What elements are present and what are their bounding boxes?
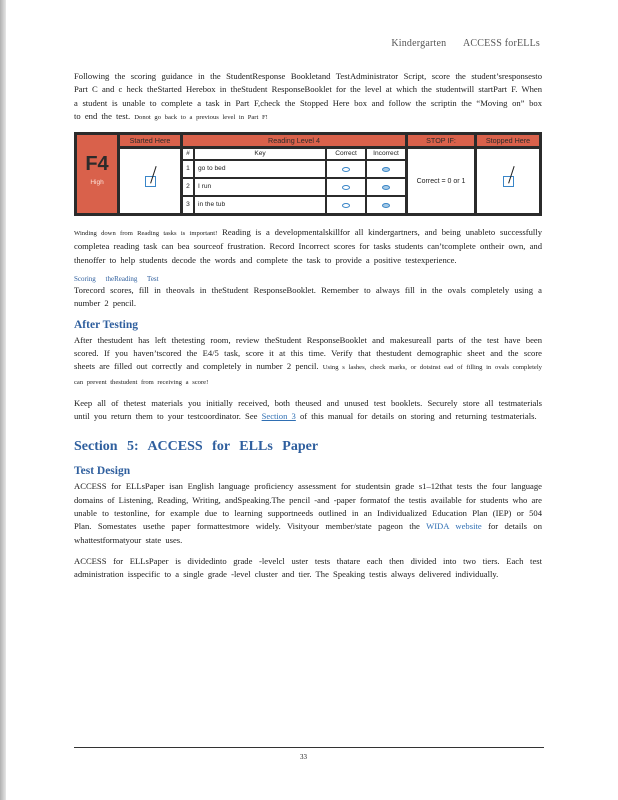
test-design-text: ACCESS for ELLsPaper isan English language proficiency assessment for studentsin grade s1–12that tests the four language domains of Listening, Reading, Writing, andSpeaking.The pencil -and -paper formatof the testis available for students who are unable to testonline, for example due to learning supportneeds outlined in an Individualized Education Plan (IEP) or 504 Plan. Somestates usethe paper formattestmore widely. Visityour member/state pageon the [74, 481, 542, 532]
incorrect-oval-cell[interactable] [367, 179, 405, 195]
running-header [391, 38, 540, 49]
after-paragraph-2 [74, 397, 542, 424]
row-key-word: go to bed [195, 161, 325, 177]
test-design-heading: Test Design [74, 465, 131, 478]
header-program: Kindergarten [391, 38, 447, 49]
section-3-link[interactable]: Section 3 [261, 411, 296, 422]
row-number: 1 [183, 161, 193, 177]
row-key-word: I run [195, 179, 325, 195]
stopped-here-header: Stopped Here [477, 135, 539, 146]
footer-rule [74, 747, 544, 748]
winding-text: Reading is a developmentalskillfor all kindergartners, and being unableto successfully completea reading task can bea sourceof frustration. Record Incorrect scores for tasks students can’tcomplete ontheir own, and thenoffer to help students decode the words and complete the task to provide a positive testexperience. [74, 227, 542, 265]
after-p2-text: Keep all of thetest materials you initially received, both theused and unused test booklets. Securely store all testmaterials until you return them to your testcoordinator. See [74, 397, 542, 422]
row-key-word: in the tub [195, 197, 325, 213]
stop-condition: Correct = 0 or 1 [408, 149, 474, 213]
correct-oval-cell[interactable] [327, 197, 365, 213]
section-5-heading: Section 5: ACCESS for ELLs Paper [74, 439, 319, 455]
reading-level-header: Reading Level 4 [183, 135, 405, 146]
incorrect-oval[interactable] [382, 167, 390, 172]
stopped-here-checkbox[interactable] [503, 176, 514, 187]
incorrect-oval[interactable] [382, 203, 390, 208]
after-text: After thestudent has left thetesting room, review theStudent ResponseBooklet and makesureall parts of the test have been scored. If you haven’tscored the E4/5 task, score it at this time. Verify that thestudent demographic sheet and the score sheets are filled out correctly and completely in number 2 pencil. [74, 334, 542, 372]
correct-oval[interactable] [342, 185, 350, 190]
col-incorrect-header: Incorrect [367, 149, 405, 159]
header-title: ACCESS forELLs [463, 38, 540, 49]
after-p2-tail: of this manual for details on storing and returning testmaterials. [300, 411, 537, 422]
page-number: 33 [300, 753, 307, 761]
scoring-paragraph: Torecord scores, fill in theovals in theStudent ResponseBooklet. Remember to always fill in the ovals completely using a number 2 pencil. [74, 285, 542, 309]
test-design-tail: for details on whattestformatyour state uses. [74, 521, 542, 545]
reading-level-table [74, 132, 542, 216]
after-warning: Using s lashes, check marks, or dotsinst ead of filling in ovals completely can prevent thestudent from receiving a score! [74, 364, 542, 386]
intro-warning: Donot go back to a previous level in Part F! [134, 113, 268, 121]
started-here-header: Started Here [120, 135, 180, 146]
col-key-header: Key [195, 149, 325, 159]
page-edge [0, 0, 6, 800]
intro-text: Following the scoring guidance in the StudentResponse Bookletand TestAdministrator Script, score the student’sresponsesto Part C and c heck theStarted Herebox in theStudent ResponseBooklet for the level at which the studentwill startPart F. When a student is unable to complete a task in Part F,check the Stopped Here box and follow the scriptin the “Moving on” box to end the test. [74, 71, 542, 121]
page-content [74, 70, 542, 590]
correct-oval[interactable] [342, 167, 350, 172]
col-num-header: # [183, 149, 193, 159]
checkmark-icon [503, 164, 514, 183]
col-correct-header: Correct [327, 149, 365, 159]
started-here-cell[interactable] [120, 149, 180, 213]
checkmark-icon [145, 164, 156, 183]
after-paragraph-1 [74, 334, 542, 389]
level-badge [77, 135, 117, 213]
winding-warning: Winding down from Reading tasks is important! [74, 230, 218, 238]
incorrect-oval[interactable] [382, 185, 390, 190]
correct-oval-cell[interactable] [327, 179, 365, 195]
started-here-checkbox[interactable] [145, 176, 156, 187]
row-number: 2 [183, 179, 193, 195]
level-tier: High [90, 179, 104, 187]
stop-if-header: STOP IF: [408, 135, 474, 146]
incorrect-oval-cell[interactable] [367, 197, 405, 213]
scoring-heading: Scoring theReading Test [74, 275, 159, 284]
stopped-here-cell[interactable] [477, 149, 539, 213]
correct-oval[interactable] [342, 203, 350, 208]
winding-paragraph [74, 226, 542, 267]
after-testing-heading: After Testing [74, 318, 138, 331]
wida-website-link[interactable]: WIDA website [426, 521, 482, 532]
level-code: F4 [85, 153, 109, 176]
row-number: 3 [183, 197, 193, 213]
intro-paragraph [74, 70, 542, 124]
test-design-paragraph-1 [74, 480, 542, 546]
correct-oval-cell[interactable] [327, 161, 365, 177]
test-design-paragraph-2: ACCESS for ELLsPaper is dividedinto grade -levelcl uster tests thatare each then divided into two tiers. Each test administration isspecific to a single grade -level cluster and tier. The Speaking testis always delivered individually. [74, 555, 542, 580]
incorrect-oval-cell[interactable] [367, 161, 405, 177]
